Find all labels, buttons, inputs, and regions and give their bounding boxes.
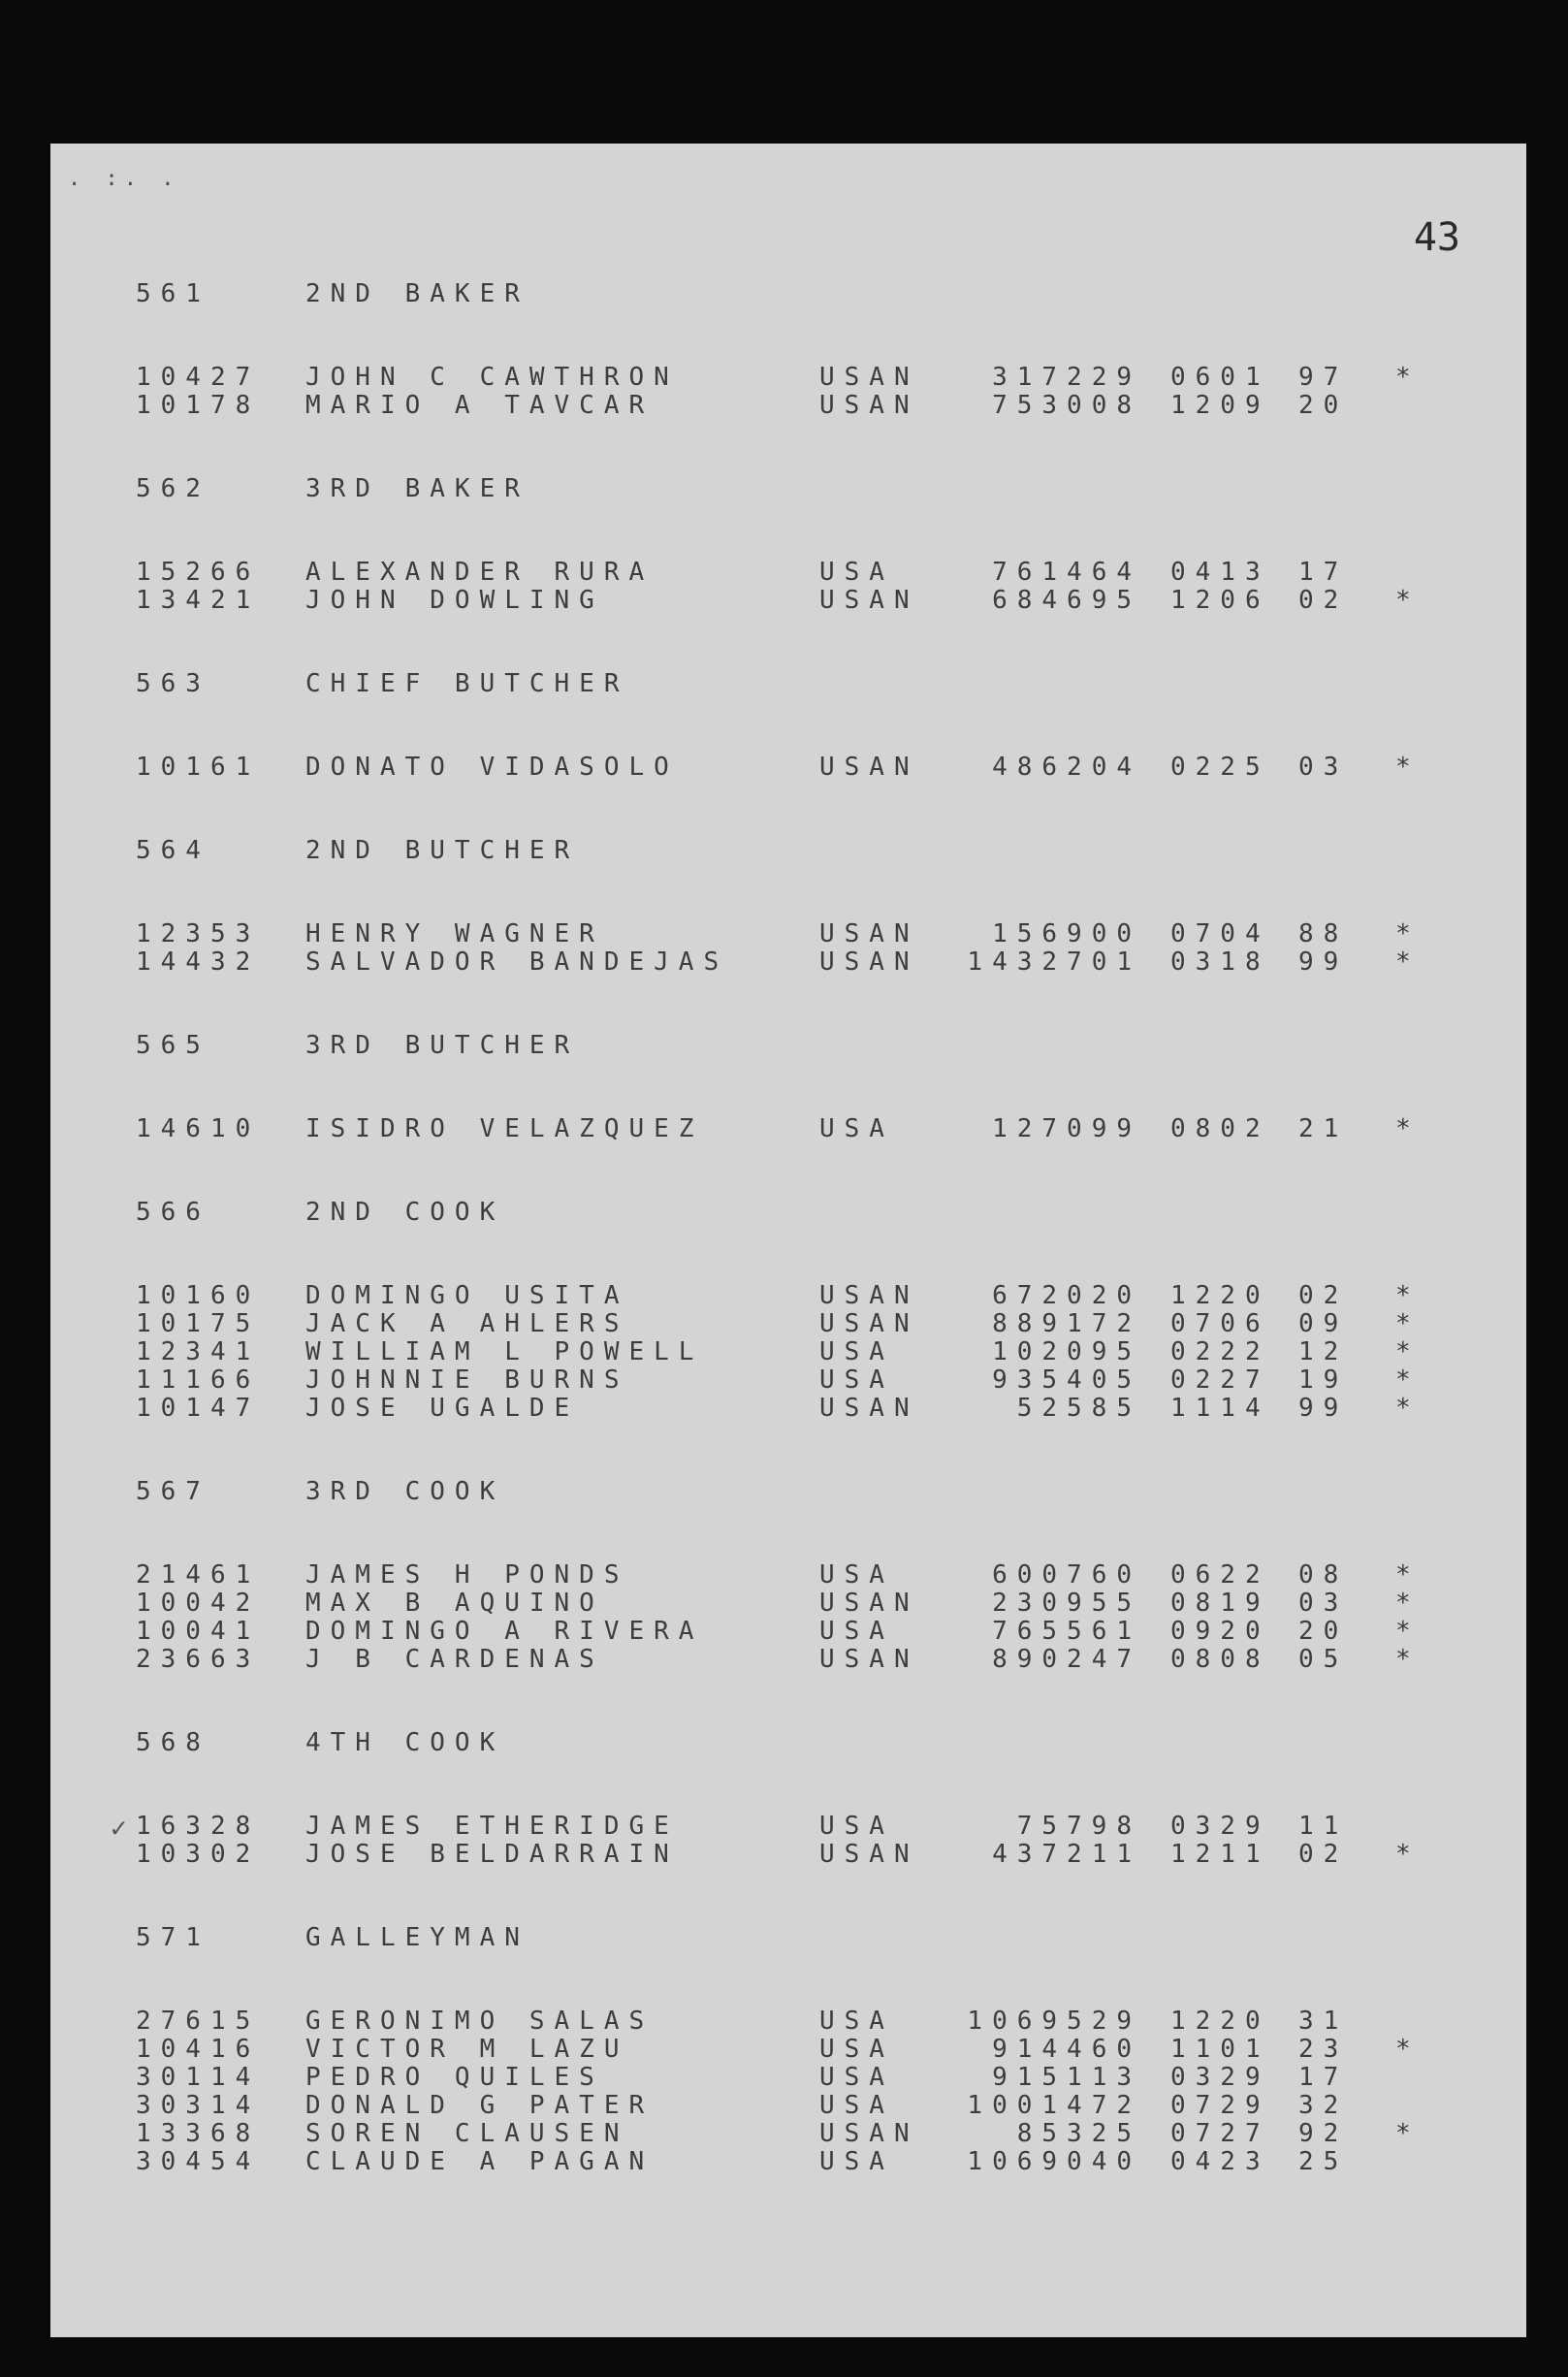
crew-row (136, 2035, 1474, 2063)
crew-name: HENRY WAGNER (305, 919, 604, 948)
crew-row (136, 1560, 1474, 1589)
extra-code: 08 (1298, 1560, 1349, 1590)
asterisk-mark (1395, 558, 1434, 586)
section-header (136, 474, 1474, 502)
citizenship: USAN (819, 1281, 919, 1310)
extra-code: 09 (1298, 1309, 1349, 1338)
asterisk-mark: * (1395, 1337, 1421, 1366)
document-number: 1432701 (967, 948, 1141, 977)
extra-code: 23 (1298, 2035, 1349, 2064)
crew-row (136, 948, 1474, 976)
document-number: 890247 (992, 1645, 1141, 1674)
extra-code: 99 (1298, 948, 1349, 977)
crew-row (136, 1394, 1474, 1422)
crew-id: 10161 (136, 753, 261, 782)
extra-code: 03 (1298, 1589, 1349, 1618)
citizenship: USA (819, 2007, 894, 2036)
rating-title: 2ND BUTCHER (305, 836, 580, 865)
document-number: 765561 (992, 1617, 1141, 1646)
rating-title: 3RD COOK (305, 1477, 505, 1506)
asterisk-mark: * (1395, 1365, 1421, 1395)
document-number: 317229 (992, 363, 1141, 392)
section-gap (136, 976, 1474, 1031)
crew-id: 13421 (136, 586, 261, 615)
date-code: 1101 (1170, 2035, 1270, 2064)
crew-id: 23663 (136, 1645, 261, 1674)
rating-code: 571 (136, 1923, 210, 1952)
crew-name: ISIDRO VELAZQUEZ (305, 1114, 704, 1143)
citizenship: USAN (819, 1840, 919, 1869)
rating-code: 565 (136, 1031, 210, 1060)
section-gap (136, 781, 1474, 836)
crew-rows (136, 1560, 1474, 1673)
crew-id: 10042 (136, 1589, 261, 1618)
crew-name: JOHN DOWLING (305, 586, 604, 615)
document-number: 437211 (992, 1840, 1141, 1869)
section-gap (136, 614, 1474, 669)
citizenship: USA (819, 2091, 894, 2120)
crew-id: 16328 (136, 1812, 261, 1841)
date-code: 1220 (1170, 2007, 1270, 2036)
extra-code: 19 (1298, 1365, 1349, 1395)
crew-row (136, 1309, 1474, 1337)
section-gap (136, 1673, 1474, 1728)
date-code: 1206 (1170, 586, 1270, 615)
crew-row (136, 1365, 1474, 1394)
rating-section (136, 836, 1474, 976)
crew-row (136, 1617, 1474, 1645)
citizenship: USA (819, 1114, 894, 1143)
crew-name: DOMINGO A RIVERA (305, 1617, 704, 1646)
extra-code: 02 (1298, 1281, 1349, 1310)
document-page (50, 144, 1526, 2337)
rating-section (111, 1728, 1474, 1869)
citizenship: USA (819, 2147, 894, 2176)
crew-row (111, 1812, 1474, 1844)
crew-rows (136, 1114, 1474, 1142)
asterisk-mark (1395, 2091, 1434, 2119)
rating-section (136, 1923, 1474, 2175)
document-number: 1069529 (967, 2007, 1141, 2036)
section-header (136, 1198, 1474, 1226)
asterisk-mark: * (1395, 1114, 1421, 1143)
extra-code: 17 (1298, 558, 1349, 587)
citizenship: USAN (819, 1394, 919, 1423)
date-code: 1209 (1170, 391, 1270, 420)
document-number: 127099 (992, 1114, 1141, 1143)
extra-code: 32 (1298, 2091, 1349, 2120)
rating-section (136, 1198, 1474, 1422)
crew-row (136, 1840, 1474, 1868)
date-code: 0225 (1170, 753, 1270, 782)
crew-row (136, 363, 1474, 391)
rating-title: 4TH COOK (305, 1728, 505, 1757)
rating-title: CHIEF BUTCHER (305, 669, 629, 698)
extra-code: 20 (1298, 1617, 1349, 1646)
asterisk-mark: * (1395, 2035, 1421, 2064)
crew-row (136, 1281, 1474, 1309)
asterisk-mark (1395, 2147, 1434, 2175)
extra-code: 03 (1298, 753, 1349, 782)
crew-id: 21461 (136, 1560, 261, 1590)
section-header (136, 1477, 1474, 1505)
extra-code: 12 (1298, 1337, 1349, 1366)
extra-code: 25 (1298, 2147, 1349, 2176)
rating-title: 3RD BAKER (305, 474, 529, 503)
section-header (136, 1031, 1474, 1059)
date-code: 0622 (1170, 1560, 1270, 1590)
crew-rows (136, 558, 1474, 614)
citizenship: USAN (819, 1309, 919, 1338)
citizenship: USAN (819, 1645, 919, 1674)
crew-id: 10041 (136, 1617, 261, 1646)
crew-name: JACK A AHLERS (305, 1309, 629, 1338)
extra-code: 11 (1298, 1812, 1349, 1841)
crew-row (136, 1337, 1474, 1365)
date-code: 0706 (1170, 1309, 1270, 1338)
crew-id: 10178 (136, 391, 261, 420)
asterisk-mark: * (1395, 1309, 1421, 1338)
document-number: 915113 (992, 2063, 1141, 2092)
date-code: 0808 (1170, 1645, 1270, 1674)
crew-row (136, 1589, 1474, 1617)
date-code: 0329 (1170, 1812, 1270, 1841)
rating-title: GALLEYMAN (305, 1923, 529, 1952)
rating-section (136, 1477, 1474, 1673)
document-number: 85325 (1016, 2119, 1141, 2148)
crew-id: 13368 (136, 2119, 261, 2148)
citizenship: USAN (819, 391, 919, 420)
crew-row (136, 2091, 1474, 2119)
crew-id: 10175 (136, 1309, 261, 1338)
crew-id: 12341 (136, 1337, 261, 1366)
date-code: 0423 (1170, 2147, 1270, 2176)
crew-id: 30114 (136, 2063, 261, 2092)
crew-name: DONATO VIDASOLO (305, 753, 679, 782)
section-header (136, 279, 1474, 307)
crew-name: SALVADOR BANDEJAS (305, 948, 729, 977)
asterisk-mark: * (1395, 1394, 1421, 1423)
section-gap (136, 1142, 1474, 1198)
crew-name: MAX B AQUINO (305, 1589, 604, 1618)
crew-rows (136, 919, 1474, 976)
date-code: 0920 (1170, 1617, 1270, 1646)
crew-name: JOHNNIE BURNS (305, 1365, 629, 1395)
crew-id: 14432 (136, 948, 261, 977)
asterisk-mark: * (1395, 948, 1421, 977)
document-number: 1069040 (967, 2147, 1141, 2176)
asterisk-mark (1395, 1812, 1434, 1840)
crew-name: DONALD G PATER (305, 2091, 655, 2120)
citizenship: USA (819, 1337, 894, 1366)
date-code: 0704 (1170, 919, 1270, 948)
section-header (136, 836, 1474, 864)
extra-code: 05 (1298, 1645, 1349, 1674)
extra-code: 99 (1298, 1394, 1349, 1423)
crew-name: VICTOR M LAZU (305, 2035, 629, 2064)
document-number: 75798 (1016, 1812, 1141, 1841)
extra-code: 02 (1298, 1840, 1349, 1869)
crew-row (136, 919, 1474, 948)
extra-code: 17 (1298, 2063, 1349, 2092)
asterisk-mark: * (1395, 1840, 1421, 1869)
rating-code: 562 (136, 474, 210, 503)
crew-row (136, 586, 1474, 614)
crew-id: 30454 (136, 2147, 261, 2176)
crew-name: PEDRO QUILES (305, 2063, 604, 2092)
document-number: 889172 (992, 1309, 1141, 1338)
section-header (136, 669, 1474, 697)
crew-row (136, 1645, 1474, 1673)
date-code: 0222 (1170, 1337, 1270, 1366)
section-gap (136, 1868, 1474, 1923)
crew-rows (136, 753, 1474, 781)
crew-rows (136, 2007, 1474, 2175)
crew-rows (111, 1812, 1474, 1869)
document-number: 52585 (1016, 1394, 1141, 1423)
date-code: 0329 (1170, 2063, 1270, 2092)
date-code: 1211 (1170, 1840, 1270, 1869)
citizenship: USAN (819, 586, 919, 615)
asterisk-mark: * (1395, 1281, 1421, 1310)
extra-code: 31 (1298, 2007, 1349, 2036)
citizenship: USAN (819, 753, 919, 782)
date-code: 1114 (1170, 1394, 1270, 1423)
crew-name: JAMES H PONDS (305, 1560, 629, 1590)
citizenship: USA (819, 2035, 894, 2064)
document-number: 753008 (992, 391, 1141, 420)
crew-name: GERONIMO SALAS (305, 2007, 655, 2036)
document-number: 600760 (992, 1560, 1141, 1590)
citizenship: USA (819, 558, 894, 587)
document-number: 230955 (992, 1589, 1141, 1618)
asterisk-mark (1395, 2063, 1434, 2091)
citizenship: USAN (819, 948, 919, 977)
crew-name: JOSE BELDARRAIN (305, 1840, 679, 1869)
crew-row (136, 2007, 1474, 2035)
asterisk-mark: * (1395, 753, 1421, 782)
crew-id: 10302 (136, 1840, 261, 1869)
rating-code: 563 (136, 669, 210, 698)
crew-id: 15266 (136, 558, 261, 587)
document-number: 1001472 (967, 2091, 1141, 2120)
asterisk-mark: * (1395, 363, 1421, 392)
crew-row (136, 1114, 1474, 1142)
document-number: 102095 (992, 1337, 1141, 1366)
date-code: 0727 (1170, 2119, 1270, 2148)
extra-code: 20 (1298, 391, 1349, 420)
extra-code: 97 (1298, 363, 1349, 392)
date-code: 0413 (1170, 558, 1270, 587)
citizenship: USA (819, 1812, 894, 1841)
date-code: 0819 (1170, 1589, 1270, 1618)
section-gap (136, 1422, 1474, 1477)
crew-id: 10427 (136, 363, 261, 392)
crew-name: WILLIAM L POWELL (305, 1337, 704, 1366)
rating-title: 3RD BUTCHER (305, 1031, 580, 1060)
corner-marks: . :. . (68, 167, 180, 191)
rating-section (136, 1031, 1474, 1142)
document-number: 156900 (992, 919, 1141, 948)
citizenship: USAN (819, 363, 919, 392)
crew-name: MARIO A TAVCAR (305, 391, 655, 420)
document-number: 672020 (992, 1281, 1141, 1310)
rating-code: 567 (136, 1477, 210, 1506)
asterisk-mark: * (1395, 586, 1421, 615)
crew-name: JAMES ETHERIDGE (305, 1812, 679, 1841)
asterisk-mark: * (1395, 919, 1421, 948)
crew-id: 11166 (136, 1365, 261, 1395)
asterisk-mark: * (1395, 1617, 1421, 1646)
date-code: 0318 (1170, 948, 1270, 977)
crew-name: JOSE UGALDE (305, 1394, 580, 1423)
crew-id: 30314 (136, 2091, 261, 2120)
page-number: 43 (1413, 215, 1460, 260)
date-code: 0601 (1170, 363, 1270, 392)
check-mark-icon: ✓ (111, 1812, 127, 1844)
crew-rows (136, 1281, 1474, 1422)
asterisk-mark (1395, 391, 1434, 419)
asterisk-mark: * (1395, 2119, 1421, 2148)
rating-code: 566 (136, 1198, 210, 1227)
crew-id: 10147 (136, 1394, 261, 1423)
crew-name: SOREN CLAUSEN (305, 2119, 629, 2148)
citizenship: USA (819, 1617, 894, 1646)
date-code: 1220 (1170, 1281, 1270, 1310)
rating-code: 564 (136, 836, 210, 865)
crew-name: CLAUDE A PAGAN (305, 2147, 655, 2176)
section-header (136, 1923, 1474, 1951)
citizenship: USAN (819, 2119, 919, 2148)
crew-rows (136, 363, 1474, 419)
document-number: 684695 (992, 586, 1141, 615)
crew-id: 10160 (136, 1281, 261, 1310)
extra-code: 02 (1298, 586, 1349, 615)
extra-code: 88 (1298, 919, 1349, 948)
document-number: 914460 (992, 2035, 1141, 2064)
rating-section (136, 474, 1474, 614)
extra-code: 92 (1298, 2119, 1349, 2148)
rating-title: 2ND COOK (305, 1198, 505, 1227)
crew-row (136, 558, 1474, 586)
rating-code: 561 (136, 279, 210, 308)
document-number: 935405 (992, 1365, 1141, 1395)
rating-section (136, 279, 1474, 419)
citizenship: USAN (819, 1589, 919, 1618)
crew-name: JOHN C CAWTHRON (305, 363, 679, 392)
crew-id: 10416 (136, 2035, 261, 2064)
crew-id: 14610 (136, 1114, 261, 1143)
crew-row (136, 2147, 1474, 2175)
crew-id: 12353 (136, 919, 261, 948)
rating-section (136, 669, 1474, 781)
extra-code: 21 (1298, 1114, 1349, 1143)
crew-row (136, 753, 1474, 781)
citizenship: USA (819, 1560, 894, 1590)
citizenship: USA (819, 1365, 894, 1395)
citizenship: USA (819, 2063, 894, 2092)
crew-name: DOMINGO USITA (305, 1281, 629, 1310)
date-code: 0227 (1170, 1365, 1270, 1395)
asterisk-mark: * (1395, 1560, 1421, 1590)
document-number: 761464 (992, 558, 1141, 587)
crew-name: ALEXANDER RURA (305, 558, 655, 587)
asterisk-mark: * (1395, 1589, 1421, 1618)
crew-row (136, 2119, 1474, 2147)
section-gap (136, 419, 1474, 474)
crew-id: 27615 (136, 2007, 261, 2036)
document-number: 486204 (992, 753, 1141, 782)
rating-code: 568 (136, 1728, 210, 1757)
crew-list (111, 279, 1474, 2176)
date-code: 0729 (1170, 2091, 1270, 2120)
citizenship: USAN (819, 919, 919, 948)
date-code: 0802 (1170, 1114, 1270, 1143)
asterisk-mark (1395, 2007, 1434, 2035)
crew-row (136, 391, 1474, 419)
section-header (136, 1728, 1474, 1756)
crew-name: J B CARDENAS (305, 1645, 604, 1674)
asterisk-mark: * (1395, 1645, 1421, 1674)
rating-title: 2ND BAKER (305, 279, 529, 308)
crew-row (136, 2063, 1474, 2091)
